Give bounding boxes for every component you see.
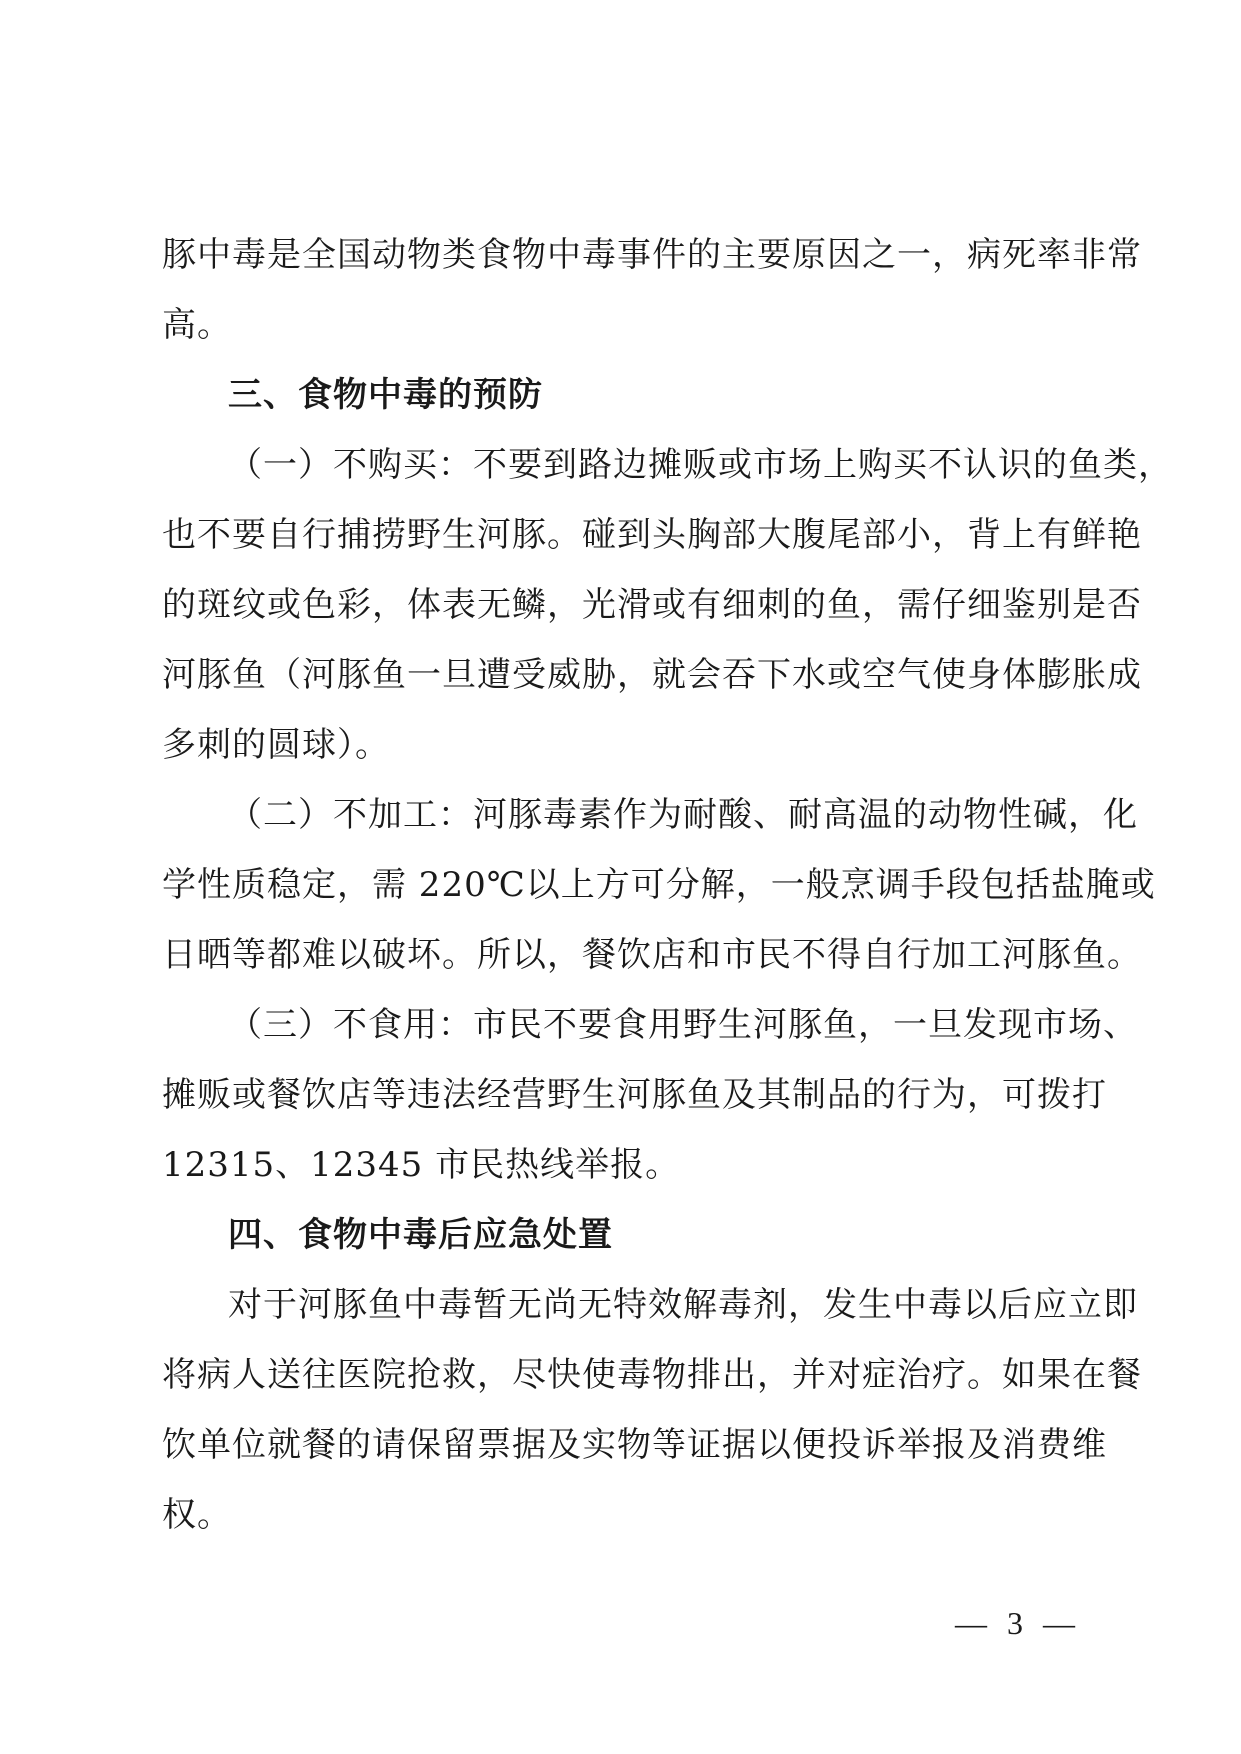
text-line: 12315、12345 市民热线举报。 <box>162 1145 681 1185</box>
text-line: 将病人送往医院抢救，尽快使毒物排出，并对症治疗。如果在餐 <box>162 1355 1142 1395</box>
paragraph-no-eating <box>162 990 1138 1200</box>
section-heading-emergency: 四、食物中毒后应急处置 <box>228 1215 613 1255</box>
paragraph-emergency <box>162 1270 1142 1550</box>
section-heading-prevention: 三、食物中毒的预防 <box>228 375 543 415</box>
text-line: （三）不食用：市民不要食用野生河豚鱼，一旦发现市场、 <box>228 1005 1138 1045</box>
text-line: 高。 <box>162 305 232 345</box>
text-line: 对于河豚鱼中毒暂无尚无特效解毒剂，发生中毒以后应立即 <box>228 1285 1138 1325</box>
text-line: 日晒等都难以破坏。所以，餐饮店和市民不得自行加工河豚鱼。 <box>162 935 1142 975</box>
text-line: 权。 <box>162 1495 232 1535</box>
text-line: 豚中毒是全国动物类食物中毒事件的主要原因之一，病死率非常 <box>162 235 1142 275</box>
text-line: 摊贩或餐饮店等违法经营野生河豚鱼及其制品的行为，可拨打 <box>162 1075 1107 1115</box>
text-line: 学性质稳定，需 220℃以上方可分解，一般烹调手段包括盐腌或 <box>162 865 1156 905</box>
text-line: 的斑纹或色彩，体表无鳞，光滑或有细刺的鱼，需仔细鉴别是否 <box>162 585 1142 625</box>
text-line: 河豚鱼（河豚鱼一旦遭受威胁，就会吞下水或空气使身体膨胀成 <box>162 655 1142 695</box>
text-line: 饮单位就餐的请保留票据及实物等证据以便投诉举报及消费维 <box>162 1425 1107 1465</box>
page-number: — 3 — <box>955 1605 1081 1641</box>
text-line: 也不要自行捕捞野生河豚。碰到头胸部大腹尾部小，背上有鲜艳 <box>162 515 1142 555</box>
text-line: 多刺的圆球）。 <box>162 725 390 765</box>
paragraph-no-purchase <box>162 430 1173 780</box>
continuation-paragraph <box>162 220 1142 360</box>
text-line: （二）不加工：河豚毒素作为耐酸、耐高温的动物性碱，化 <box>228 795 1138 835</box>
paragraph-no-processing <box>162 780 1156 990</box>
document-body <box>162 220 1173 1550</box>
text-line: （一）不购买：不要到路边摊贩或市场上购买不认识的鱼类， <box>228 445 1173 485</box>
